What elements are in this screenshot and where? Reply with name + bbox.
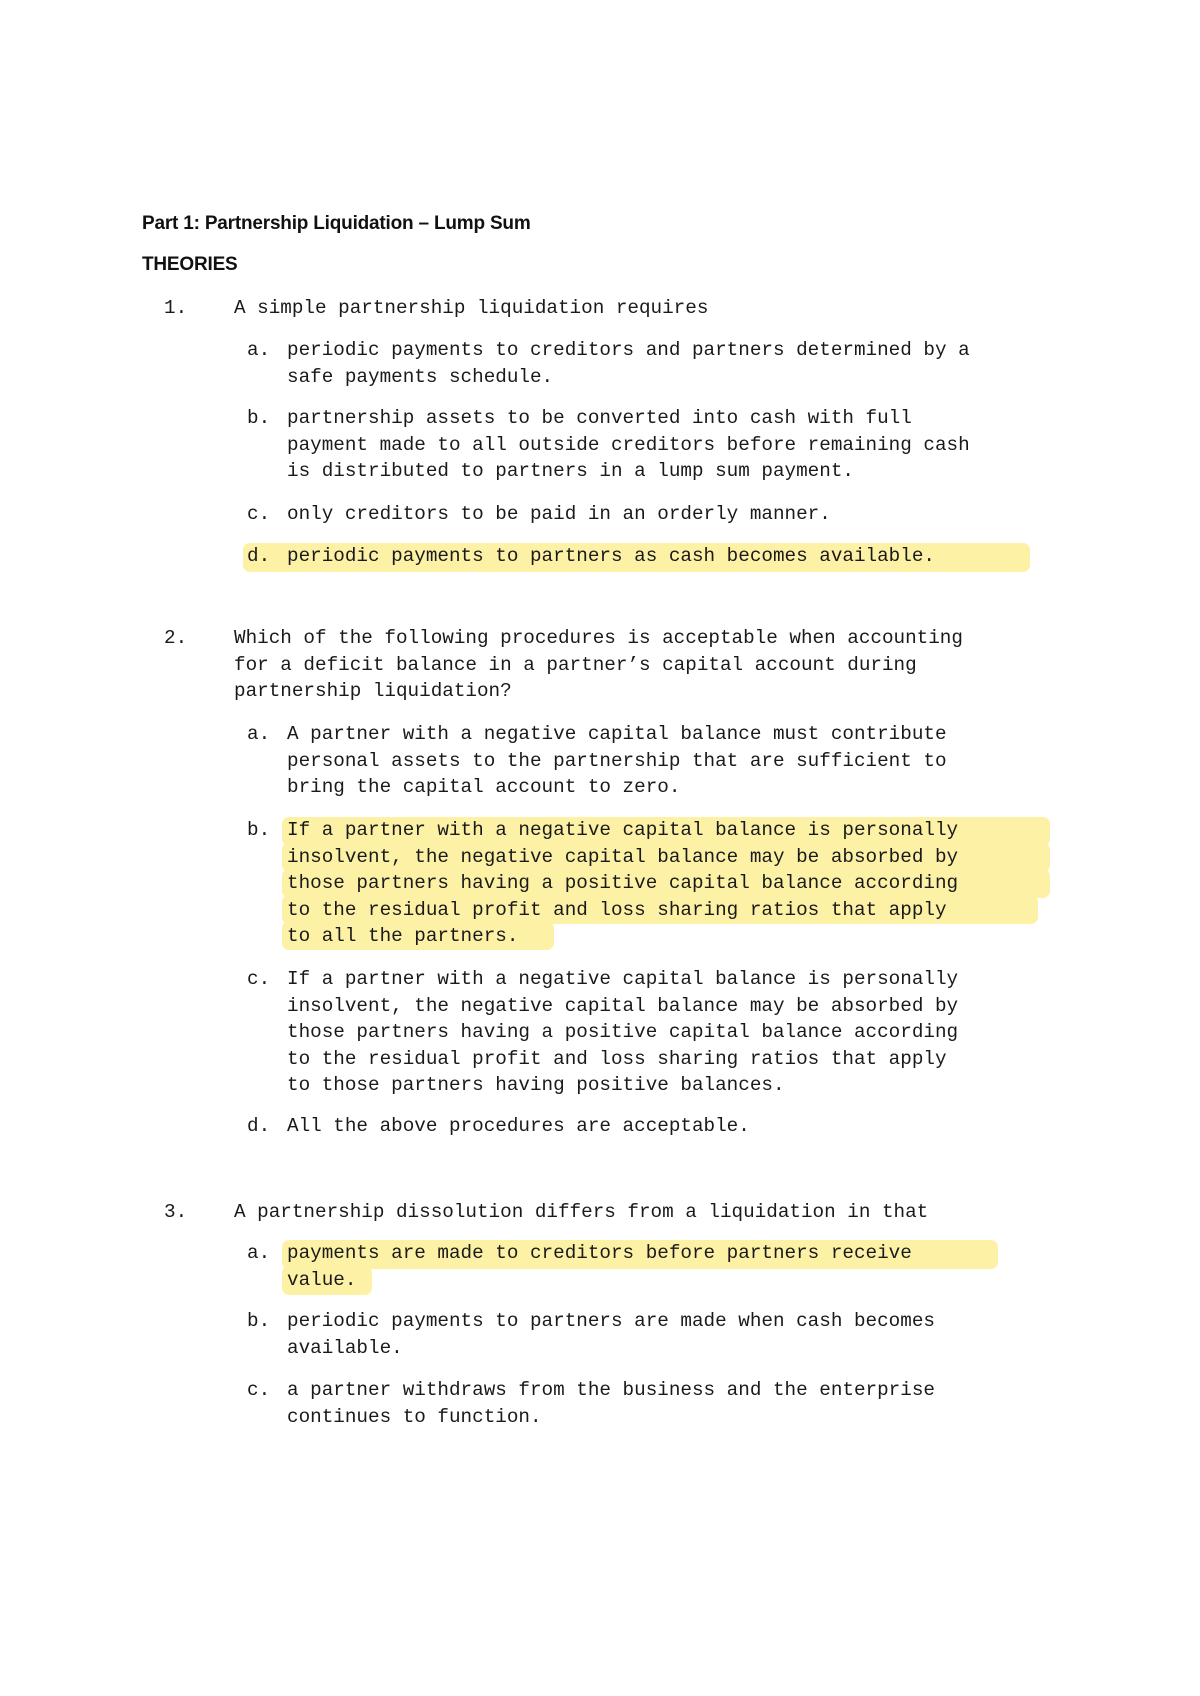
option-line: to those partners having positive balances.	[287, 1074, 785, 1096]
option-letter: b.	[247, 1310, 271, 1332]
option-line: periodic payments to partners are made when cash becomes	[287, 1310, 935, 1332]
option-line: safe payments schedule.	[287, 365, 554, 388]
option-line: only creditors to be paid in an orderly manner.	[287, 503, 831, 525]
option-letter: a.	[247, 1242, 271, 1264]
option-line: is distributed to partners in a lump sum payment.	[287, 460, 854, 482]
option-letter: c.	[247, 1379, 271, 1401]
option-line: If a partner with a negative capital balance is personally	[287, 968, 959, 990]
option-line: a partner withdraws from the business and the enterprise	[287, 1379, 935, 1401]
option-line: A partner with a negative capital balance must contribute	[287, 723, 947, 745]
option-line: to the residual profit and loss sharing ratios that apply	[287, 1047, 947, 1070]
option-line: If a partner with a negative capital balance is personally	[287, 819, 959, 841]
option-letter: a.	[247, 339, 271, 361]
option-line: value.	[287, 1268, 357, 1291]
option-line: bring the capital account to zero.	[287, 776, 681, 798]
option-line: insolvent, the negative capital balance may be absorbed by	[287, 994, 959, 1017]
part-title: Part 1: Partnership Liquidation – Lump Sum	[142, 213, 531, 234]
option-letter: d.	[247, 1115, 271, 1137]
option-line: All the above procedures are acceptable.	[287, 1115, 750, 1137]
question-stem	[234, 1199, 1074, 1226]
option-line: those partners having a positive capital balance according	[287, 872, 959, 894]
option-line: to all the partners.	[287, 925, 519, 947]
question-stem-line: partnership liquidation?	[234, 680, 512, 702]
option-letter: b.	[247, 407, 271, 429]
question-number: 2.	[164, 627, 188, 649]
option-line: periodic payments to creditors and partners determined by a	[287, 339, 970, 361]
option-line: insolvent, the negative capital balance may be absorbed by	[287, 845, 959, 868]
option-letter: c.	[247, 503, 271, 525]
option-letter: d.	[247, 545, 271, 567]
section-title: THEORIES	[142, 254, 238, 275]
question-stem	[234, 625, 1074, 705]
option-line: available.	[287, 1336, 403, 1359]
option-letter: a.	[247, 723, 271, 745]
question-stem-line: A partnership dissolution differs from a liquidation in that	[234, 1201, 929, 1223]
option-line: those partners having a positive capital balance according	[287, 1021, 959, 1043]
option-letter: b.	[247, 819, 271, 841]
option-line: personal assets to the partnership that are sufficient to	[287, 749, 947, 772]
question-number: 3.	[164, 1201, 188, 1223]
option-line: partnership assets to be converted into cash with full	[287, 407, 912, 429]
question-stem	[234, 295, 1074, 322]
question-stem-line: A simple partnership liquidation requires	[234, 297, 709, 319]
option-line: continues to function.	[287, 1405, 542, 1428]
question-stem-line: Which of the following procedures is acceptable when accounting	[234, 627, 963, 649]
option-letter: c.	[247, 968, 271, 990]
option-line: payment made to all outside creditors before remaining cash	[287, 433, 970, 456]
question-number: 1.	[164, 297, 188, 319]
option-line: to the residual profit and loss sharing ratios that apply	[287, 898, 947, 921]
option-line: payments are made to creditors before partners receive	[287, 1242, 912, 1264]
option-line: periodic payments to partners as cash becomes available.	[287, 545, 935, 567]
question-stem-line: for a deficit balance in a partner’s capital account during	[234, 653, 917, 676]
